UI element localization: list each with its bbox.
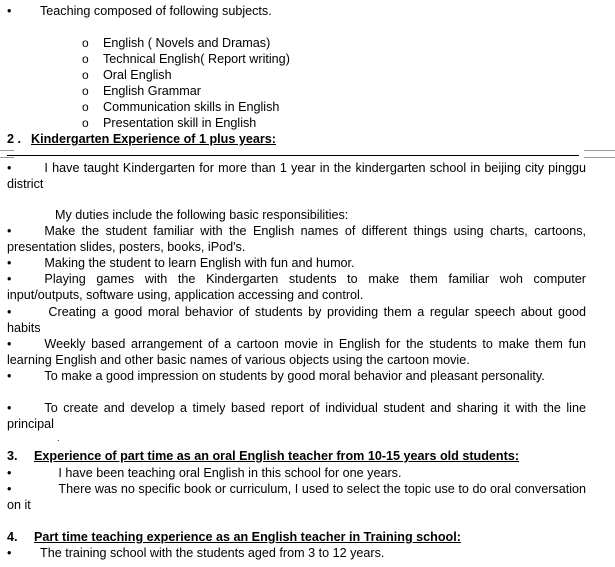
margin-mark-right [584,150,615,151]
duty-item [7,368,586,384]
paragraph-text: I have taught Kindergarten for more than 1 year in the kindergarten school in beijing city pinggu district [7,161,586,191]
duty-text: Playing games with the Kindergarten students to make them familiar woh computer input/outputs, software using, application accessing and control. [7,272,586,302]
bullet: • [7,305,12,319]
section2-title: Kindergarten Experience of 1 plus years: [31,132,276,146]
sub-bullet: o [82,36,89,50]
subject-item: English ( Novels and Dramas) [103,36,271,50]
bullet: • [7,546,12,560]
duties-intro: My duties include the following basic responsibilities: [55,208,349,222]
sub-bullet: o [82,84,89,98]
duty-text: Making the student to learn English with fun and humor. [44,256,355,270]
page-rule [7,155,579,156]
section3-number: 3. [7,449,18,463]
subject-item: Oral English [103,68,172,82]
subject-item: Technical English( Report writing) [103,52,290,66]
bullet: • [7,401,12,415]
bullet: • [7,337,12,351]
duty-item [7,271,586,303]
section3-title: Experience of part time as an oral English teacher from 10-15 years old students: [34,449,520,463]
duty-item [7,255,586,271]
teaching-intro: Teaching composed of following subjects. [40,4,272,18]
subject-item: Communication skills in English [103,100,280,114]
duty-item [7,336,586,368]
item-text: There was no specific book or curriculum, I used to select the topic use to do oral conversation on it [7,482,586,512]
subject-item: English Grammar [103,84,201,98]
sub-bullet: o [82,100,89,114]
bullet: • [7,4,12,18]
section2-number: 2 . [7,132,22,146]
subject-item: Presentation skill in English [103,116,257,130]
bullet: • [7,224,12,238]
stray-mark: . [57,433,60,443]
duty-text: To make a good impression on students by good moral behavior and pleasant personality. [44,369,545,383]
margin-mark-left [0,150,14,151]
section4-title: Part time teaching experience as an English teacher in Training school: [34,530,461,544]
bullet: • [7,256,12,270]
bullet: • [7,369,12,383]
duty-item [7,304,586,336]
bullet: • [7,466,12,480]
margin-mark-left [0,157,14,158]
sub-bullet: o [82,52,89,66]
bullet: • [7,161,12,175]
duty-text: Weekly based arrangement of a cartoon movie in English for the students to make them fun learning English and other basic names of various objects using the cartoon movie. [7,337,586,367]
sub-bullet: o [82,68,89,82]
duty-text: Make the student familiar with the English names of different things using charts, cartoons, presentation slides, posters, books, iPod's. [7,224,586,254]
bullet: • [7,482,12,496]
bullet: • [7,272,12,286]
duty-item [7,223,586,255]
margin-mark-right [584,157,615,158]
section3-item [7,481,586,513]
duty-text: Creating a good moral behavior of students by providing them a regular speech about good habits [7,305,586,335]
section4-number: 4. [7,530,18,544]
item-text: I have been teaching oral English in this school for one years. [58,466,402,480]
sub-bullet: o [82,116,89,130]
section2-paragraph [7,160,586,192]
section4-item: The training school with the students aged from 3 to 12 years. [40,546,385,560]
section3-item [7,465,586,481]
duty-text: To create and develop a timely based report of individual student and sharing it with the line principal [7,401,586,431]
duty-item [7,400,586,432]
